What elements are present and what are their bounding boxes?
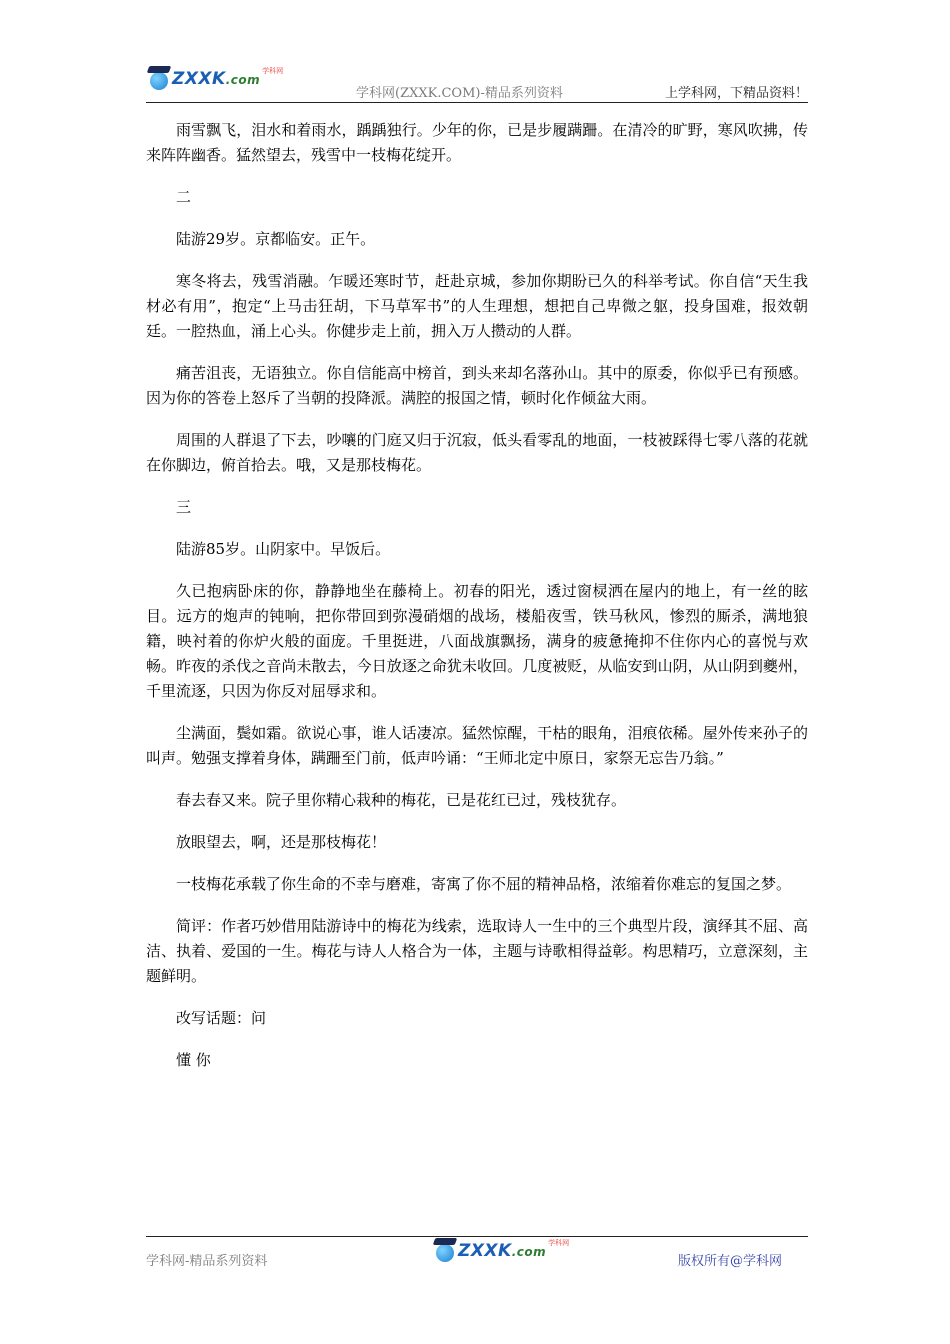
section-number: 二 <box>176 188 192 206</box>
logo-tag: 学科网 <box>262 67 284 75</box>
next-title: 懂 你 <box>176 1051 211 1069</box>
header-slogan: 上学科网，下精品资料！ <box>664 86 808 101</box>
paragraph: 放眼望去，啊，还是那枝梅花！ <box>176 833 387 851</box>
header-divider <box>146 102 808 103</box>
article-body <box>146 118 808 1090</box>
rewrite-topic: 改写话题：问 <box>176 1009 267 1027</box>
page-header <box>146 62 808 102</box>
header-site-title: 学科网(ZXXK.COM)-精品系列资料 <box>356 86 563 101</box>
footer-copyright: 版权所有@学科网 <box>677 1254 782 1269</box>
paragraph: 一枝梅花承载了你生命的不幸与磨难，寄寓了你不屈的精神品格，浓缩着你难忘的复国之梦。 <box>176 875 792 893</box>
paragraph: 春去春又来。院子里你精心栽种的梅花，已是花红已过，残枝犹存。 <box>176 791 627 809</box>
paragraph: 寒冬将去，残雪消融。乍暖还寒时节，赶赴京城，参加你期盼已久的科举考试。你自信“天生我材必有用”，抱定“上马击狂胡，下马草军书”的人生理想，想把自己卑微之躯，投身国难，报效朝廷。一腔热血，涌上心头。你健步走上前，拥入万人攒动的人群。 <box>146 272 808 340</box>
commentary-paragraph: 简评：作者巧妙借用陆游诗中的梅花为线索，选取诗人一生中的三个典型片段，演绎其不屈、高洁、执着、爱国的一生。梅花与诗人人格合为一体，主题与诗歌相得益彰。构思精巧，立意深刻，主题鲜明。 <box>146 917 808 985</box>
paragraph: 周围的人群退了下去，吵嚷的门庭又归于沉寂，低头看零乱的地面，一枝被踩得七零八落的花就在你脚边，俯首拾去。哦，又是那枝梅花。 <box>146 431 808 474</box>
footer-site-title: 学科网-精品系列资料 <box>146 1254 268 1269</box>
paragraph: 陆游85岁。山阴家中。早饭后。 <box>176 540 391 558</box>
paragraph: 尘满面，鬓如霜。欲说心事，谁人话凄凉。猛然惊醒，干枯的眼角，泪痕依稀。屋外传来孙子的叫声。勉强支撑着身体，蹒跚至门前，低声吟诵：“王师北定中原日，家祭无忘告乃翁。” <box>146 724 808 767</box>
graduation-cap-icon <box>146 66 172 92</box>
paragraph: 久已抱病卧床的你，静静地坐在藤椅上。初春的阳光，透过窗棂洒在屋内的地上，有一丝的眩目。远方的炮声的钝响，把你带回到弥漫硝烟的战场，楼船夜雪，铁马秋风，惨烈的厮杀，满地狼籍，映衬着的你炉火般的面庞。千里挺进，八面战旗飘扬，满身的疲惫掩抑不住你内心的喜悦与欢畅。昨夜的杀伐之音尚未散去，今日放逐之命犹未收回。几度被贬，从临安到山阴，从山阴到夔州，千里流逐，只因为你反对屈辱求和。 <box>146 582 808 700</box>
section-number: 三 <box>176 498 192 516</box>
logo-tag: 学科网 <box>548 1239 570 1247</box>
paragraph: 雨雪飘飞，泪水和着雨水，踽踽独行。少年的你，已是步履蹒跚。在清冷的旷野，寒风吹拂，传来阵阵幽香。猛然望去，残雪中一枝梅花绽开。 <box>146 121 808 164</box>
logo-wordmark: ZXXK.com <box>458 1241 547 1261</box>
paragraph: 痛苦沮丧，无语独立。你自信能高中榜首，到头来却名落孙山。其中的原委，你似乎已有预感。因为你的答卷上怒斥了当朝的投降派。满腔的报国之情，顿时化作倾盆大雨。 <box>146 364 808 407</box>
footer-divider <box>146 1236 808 1237</box>
graduation-cap-icon <box>432 1238 458 1264</box>
zxxk-logo <box>146 66 283 92</box>
logo-wordmark: ZXXK.com <box>172 69 261 89</box>
zxxk-logo-footer <box>432 1238 569 1264</box>
paragraph: 陆游29岁。京都临安。正午。 <box>176 230 376 248</box>
